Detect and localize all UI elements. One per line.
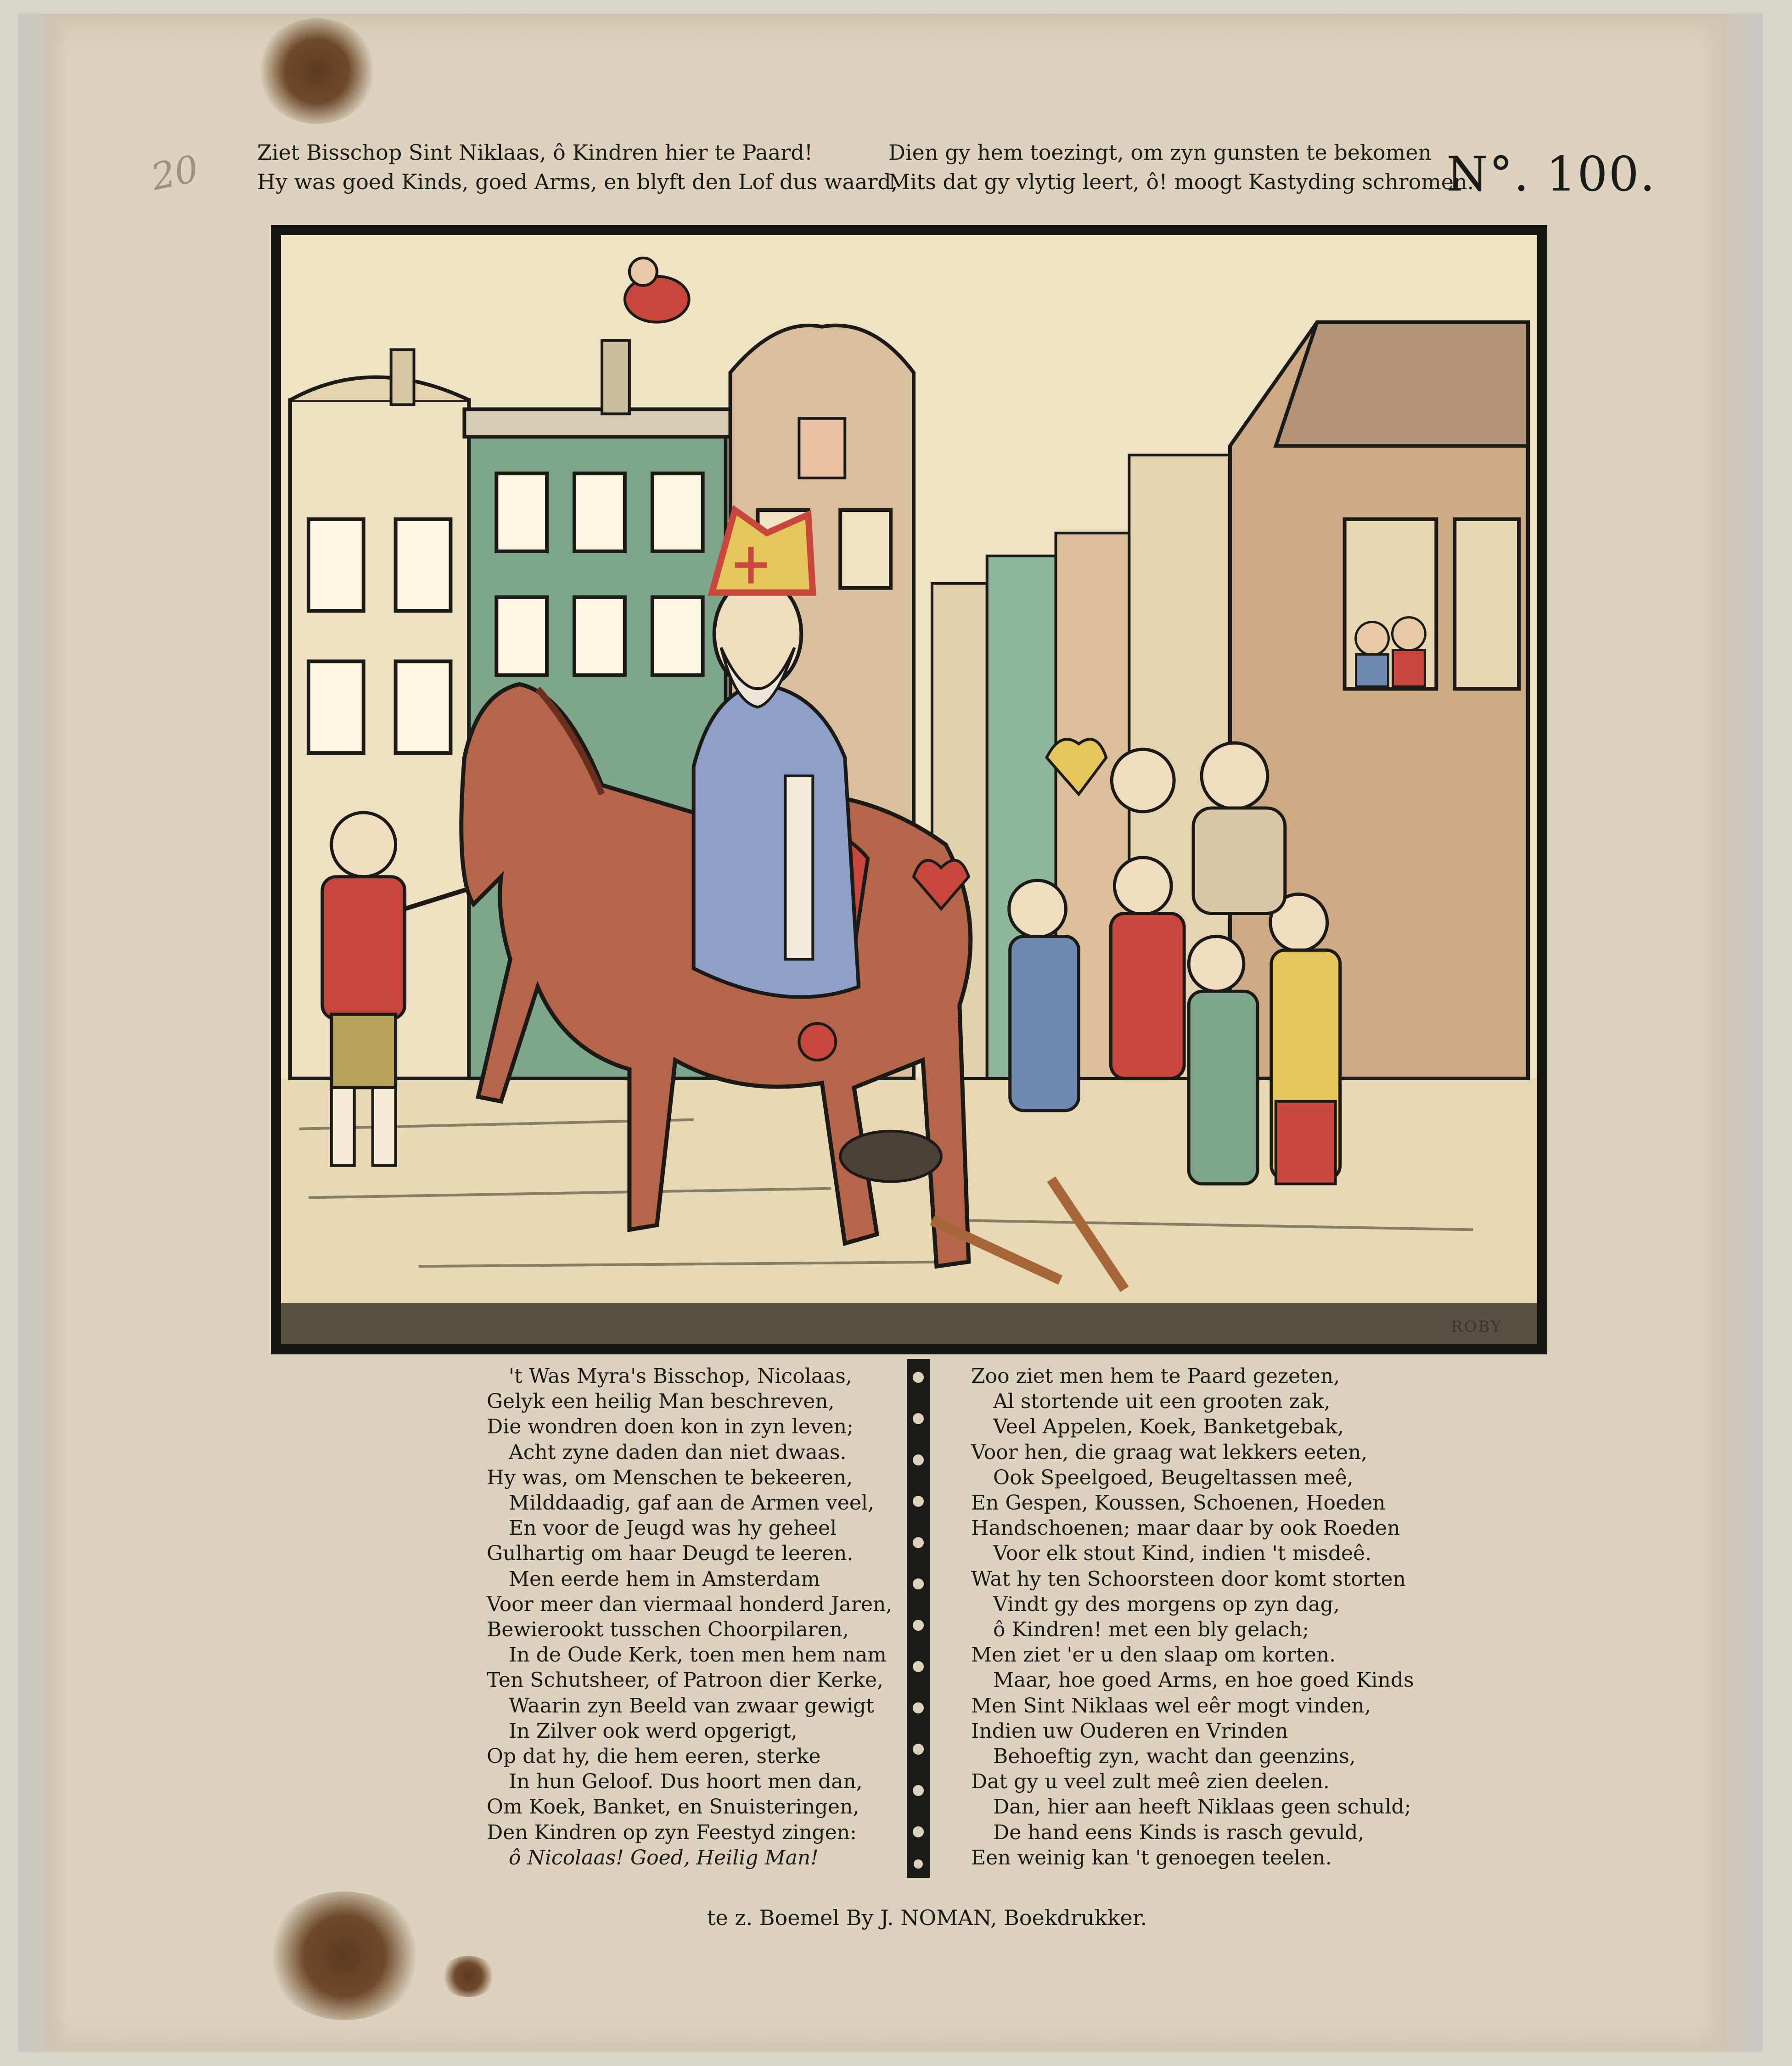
poem-line: Men Sint Niklaas wel eêr mogt vinden, — [971, 1694, 1371, 1718]
header-right-line-1: Dien gy hem toezingt, om zyn gunsten te bekomen — [888, 140, 1432, 165]
header-left — [257, 138, 898, 196]
stain-bottom-small — [441, 1956, 496, 1997]
poem-line: Maar, hoe goed Arms, en hoe goed Kinds — [993, 1668, 1414, 1692]
poem-line: Om Koek, Banket, en Snuisteringen, — [487, 1795, 859, 1819]
poem-line: Voor elk stout Kind, indien 't misdeê. — [993, 1542, 1372, 1566]
poem-line: Ten Schutsheer, of Patroon dier Kerke, — [487, 1668, 883, 1692]
poem-line: In de Oude Kerk, toen men hem nam — [509, 1643, 887, 1667]
poem-line: Zoo ziet men hem te Paard gezeten, — [971, 1364, 1340, 1388]
poem-line: Die wondren doen kon in zyn leven; — [487, 1415, 854, 1439]
poem-line: En Gespen, Koussen, Schoenen, Hoeden — [971, 1491, 1386, 1515]
poem-line: ô Nicolaas! Goed, Heilig Man! — [509, 1846, 819, 1870]
header-left-line-2: Hy was goed Kinds, goed Arms, en blyft den Lof dus waard, — [257, 169, 898, 194]
printer-imprint: te z. Boemel By J. NOMAN, Boekdrukker. — [707, 1905, 1147, 1930]
poem-left-column — [487, 1364, 900, 1870]
poem-line: Handschoenen; maar daar by ook Roeden — [971, 1516, 1400, 1540]
poem-line: Dan, hier aan heeft Niklaas geen schuld; — [993, 1795, 1411, 1819]
ornamental-divider — [902, 1359, 934, 1878]
poem-line: Men eerde hem in Amsterdam — [509, 1567, 820, 1591]
poem-line: Hy was, om Menschen te bekeeren, — [487, 1465, 853, 1489]
header-right — [888, 138, 1474, 196]
paper-edge-left — [18, 14, 69, 2052]
print-number: N°. 100. — [1446, 146, 1656, 202]
poem-line: Acht zyne daden dan niet dwaas. — [509, 1440, 847, 1464]
poem-line: Veel Appelen, Koek, Banketgebak, — [993, 1415, 1344, 1439]
poem-line: Op dat hy, die hem eeren, sterke — [487, 1745, 821, 1768]
poem-line: ô Kindren! met een bly gelach; — [993, 1618, 1309, 1642]
poem-line: De hand eens Kinds is rasch gevuld, — [993, 1820, 1365, 1844]
poem-line: Een weinig kan 't genoegen teelen. — [971, 1846, 1332, 1870]
header-right-line-2: Mits dat gy vlytig leert, ô! moogt Kastyding schromen. — [888, 169, 1474, 194]
poem-line: Dat gy u veel zult meê zien deelen. — [971, 1770, 1330, 1794]
poem-line: Men ziet 'er u den slaap om korten. — [971, 1643, 1336, 1667]
poem-line: Den Kindren op zyn Feestyd zingen: — [487, 1820, 857, 1844]
poem-line: Gelyk een heilig Man beschreven, — [487, 1390, 835, 1414]
poem-line: In Zilver ook werd opgerigt, — [509, 1719, 798, 1743]
poem-line: 't Was Myra's Bisschop, Nicolaas, — [509, 1364, 852, 1388]
poem-line: Behoeftig zyn, wacht dan geenzins, — [993, 1745, 1356, 1768]
woodcut-signature: ROBY — [1451, 1318, 1503, 1336]
woodcut-illustration — [271, 225, 1547, 1354]
poem-line: In hun Geloof. Dus hoort men dan, — [509, 1770, 863, 1794]
poem-line: Ook Speelgoed, Beugeltassen meê, — [993, 1465, 1354, 1489]
poem-line: Al stortende uit een grooten zak, — [993, 1390, 1331, 1414]
poem-line: Waarin zyn Beeld van zwaar gewigt — [509, 1694, 874, 1718]
poem-line: Gulhartig om haar Deugd te leeren. — [487, 1542, 854, 1566]
poem-line: Milddaadig, gaf aan de Armen veel, — [509, 1491, 874, 1515]
poem-line: Voor hen, die graag wat lekkers eeten, — [971, 1440, 1368, 1464]
pencil-margin-note: 20 — [147, 147, 202, 199]
divider-ornament — [902, 1359, 934, 1878]
woodcut-scene — [281, 235, 1537, 1344]
header-verse — [257, 138, 1589, 207]
poem-right-column — [971, 1364, 1414, 1870]
stain-bottom-left — [266, 1892, 422, 2020]
stain-top-left — [257, 18, 376, 124]
poem-line: Vindt gy des morgens op zyn dag, — [993, 1592, 1340, 1616]
poem-line: Indien uw Ouderen en Vrinden — [971, 1719, 1288, 1743]
poem-line: Voor meer dan viermaal honderd Jaren, — [487, 1592, 893, 1616]
paper-edge-right — [1699, 14, 1763, 2052]
poem-line: Wat hy ten Schoorsteen door komt storten — [971, 1567, 1406, 1591]
header-left-line-1: Ziet Bisschop Sint Niklaas, ô Kindren hier te Paard! — [257, 140, 813, 165]
poem-line: En voor de Jeugd was hy geheel — [509, 1516, 837, 1540]
poem-line: Bewierookt tusschen Choorpilaren, — [487, 1618, 849, 1642]
